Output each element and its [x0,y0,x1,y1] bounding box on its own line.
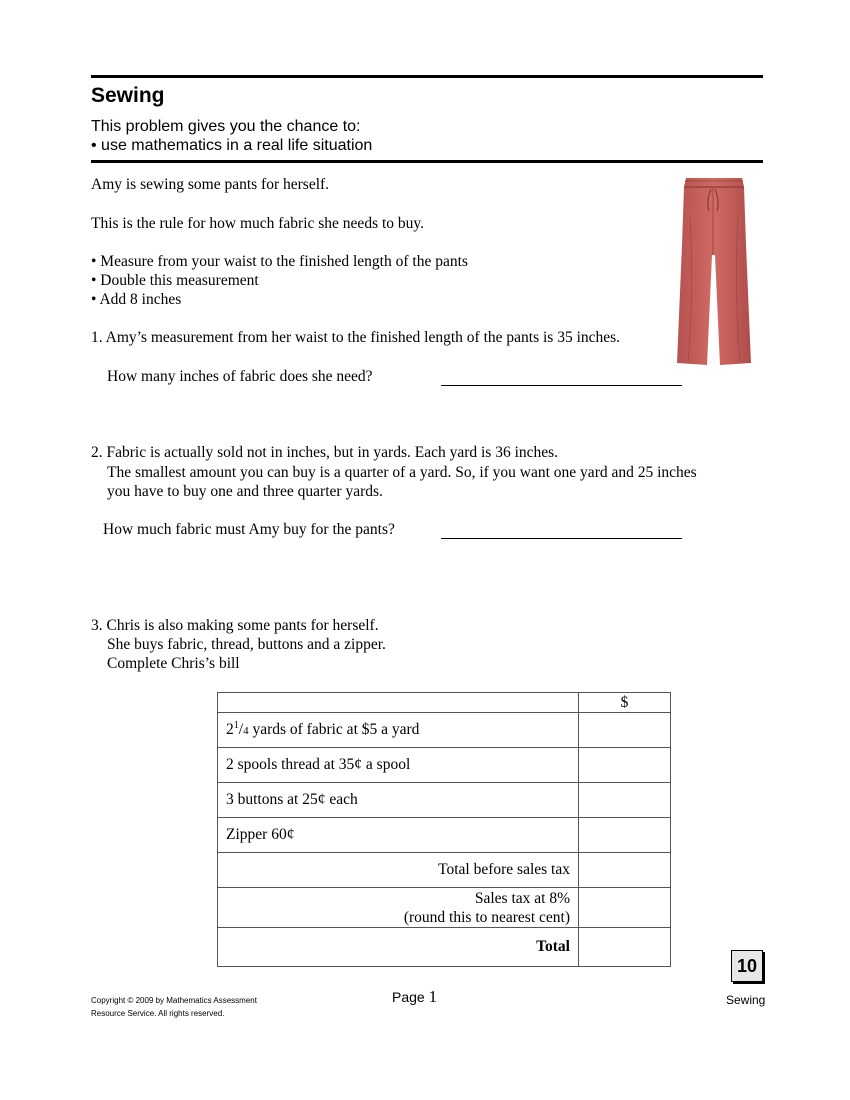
bill-amount-sales-tax[interactable] [579,888,671,928]
question-3-line-1: 3. Chris is also making some pants for herself. [91,617,379,634]
bill-header-currency: $ [579,693,671,713]
fabric-numerator: 1 [233,720,239,732]
bill-label-sales-tax [218,888,579,928]
bill-row-total [218,928,671,967]
fabric-whole: 2 [226,721,234,739]
question-2-ask: How much fabric must Amy buy for the pants? [103,521,395,538]
bill-header-row [218,693,671,713]
intro-line-2: • use mathematics in a real life situation [91,137,373,154]
bill-amount-buttons[interactable] [579,783,671,818]
bill-row-buttons [218,783,671,818]
page-title: Sewing [91,84,165,107]
bill-item-zipper: Zipper 60¢ [218,818,579,853]
bill-label-total: Total [218,928,579,967]
bill-row-zipper [218,818,671,853]
top-rule [91,75,763,78]
question-2-line-1: 2. Fabric is actually sold not in inches, but in yards. Each yard is 36 inches. [91,444,559,461]
sales-tax-line-2: (round this to nearest cent) [403,908,570,926]
bill-row-fabric [218,713,671,748]
bill-row-thread [218,748,671,783]
header-bottom-rule [91,160,763,163]
pants-image [676,175,752,367]
question-1: 1. Amy’s measurement from her waist to the finished length of the pants is 35 inches. [91,329,621,346]
bill-item-buttons: 3 buttons at 25¢ each [218,783,579,818]
bill-amount-fabric[interactable] [579,713,671,748]
sales-tax-line-1: Sales tax at 8% [474,889,570,907]
fabric-text: yards of fabric at $5 a yard [248,721,420,739]
bill-amount-total[interactable] [579,928,671,967]
question-3-line-3: Complete Chris’s bill [107,655,240,672]
copyright [91,994,257,1020]
paragraph-2: This is the rule for how much fabric she needs to buy. [91,215,425,232]
copyright-line-2: Resource Service. All rights reserved. [91,1009,225,1018]
intro-line-1: This problem gives you the chance to: [91,118,361,135]
question-2-line-2: The smallest amount you can buy is a quarter of a yard. So, if you want one yard and 25 inches [107,464,697,481]
bill-amount-total-before-tax[interactable] [579,853,671,888]
rule-item-3: • Add 8 inches [91,291,182,308]
footer-task-name: Sewing [726,993,766,1007]
bill-row-sales-tax [218,888,671,928]
fabric-denominator: 4 [243,725,249,738]
paragraph-1: Amy is sewing some pants for herself. [91,176,330,193]
question-1-ask: How many inches of fabric does she need? [107,368,373,385]
bill-item-fabric: $2^1/4$ yards of fabric at $5 a yard [218,713,579,748]
answer-1-line[interactable] [441,385,682,386]
question-2-line-3: you have to buy one and three quarter yards. [107,483,383,500]
rule-item-1: • Measure from your waist to the finished length of the pants [91,253,468,270]
copyright-line-1: Copyright © 2009 by Mathematics Assessment [91,996,257,1005]
bill-table [217,692,671,967]
page-indicator [392,987,437,1007]
page-label: Page [392,989,429,1005]
page-number: 1 [428,987,438,1006]
bill-amount-zipper[interactable] [579,818,671,853]
bill-header-label-cell [218,693,579,713]
question-3-line-2: She buys fabric, thread, buttons and a zipper. [107,636,386,653]
bill-label-total-before-tax: Total before sales tax [218,853,579,888]
rule-item-2: • Double this measurement [91,272,259,289]
bill-row-total-before-tax [218,853,671,888]
score-box: 10 [731,950,763,982]
bill-item-thread: 2 spools thread at 35¢ a spool [218,748,579,783]
bill-amount-thread[interactable] [579,748,671,783]
answer-2-line[interactable] [441,538,682,539]
